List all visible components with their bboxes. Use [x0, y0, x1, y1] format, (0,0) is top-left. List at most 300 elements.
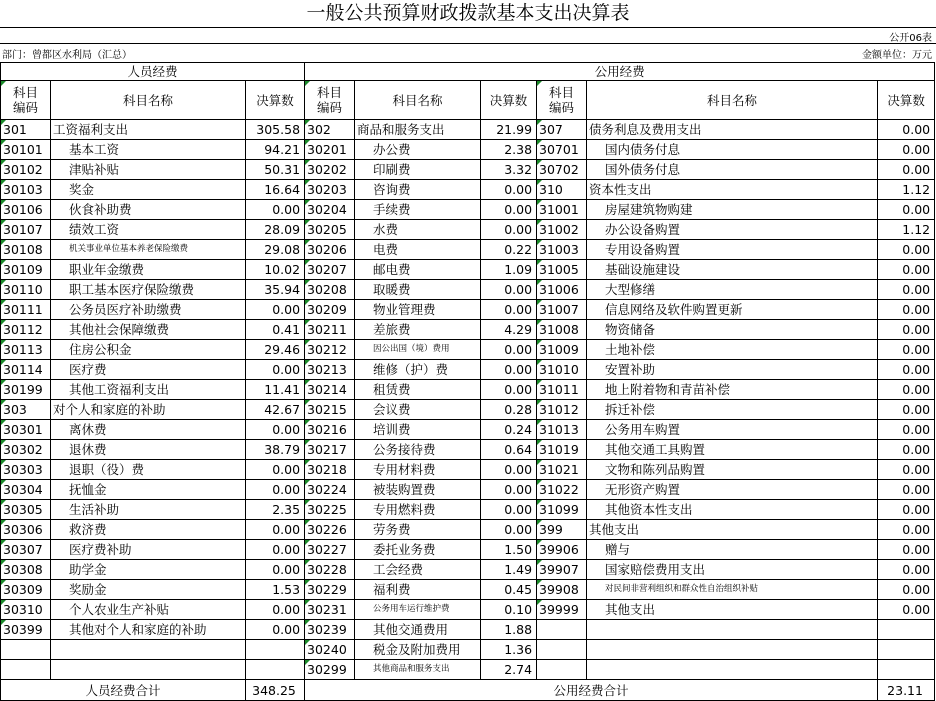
item-amount: 0.00	[246, 460, 305, 480]
item-name	[51, 140, 246, 160]
item-code: 30308	[1, 560, 51, 580]
item-name	[587, 220, 878, 240]
item-name-text: 专用设备购置	[605, 242, 681, 257]
item-amount: 0.00	[481, 340, 537, 360]
item-name	[587, 120, 878, 140]
table-row	[1, 200, 935, 220]
item-code: 30213	[305, 360, 355, 380]
item-amount: 0.00	[246, 560, 305, 580]
item-name	[587, 500, 878, 520]
item-amount: 0.00	[878, 580, 935, 600]
item-name	[587, 280, 878, 300]
item-name-text: 生活补助	[69, 502, 120, 517]
item-code: 31006	[537, 280, 587, 300]
header-name: 科目名称	[587, 81, 878, 120]
item-name	[355, 600, 481, 620]
item-amount: 0.00	[878, 560, 935, 580]
item-code: 39907	[537, 560, 587, 580]
item-name-text: 赠与	[605, 542, 631, 557]
item-name-text: 物资储备	[605, 322, 656, 337]
header-code-text: 科目	[317, 85, 343, 100]
table-row	[1, 660, 935, 680]
item-code	[537, 660, 587, 680]
item-code: 31021	[537, 460, 587, 480]
item-code: 30205	[305, 220, 355, 240]
item-code: 30109	[1, 260, 51, 280]
item-amount: 0.00	[878, 160, 935, 180]
item-amount: 0.00	[481, 180, 537, 200]
item-code: 30114	[1, 360, 51, 380]
item-name-text: 会议费	[373, 402, 411, 417]
item-name	[355, 460, 481, 480]
item-name	[51, 500, 246, 520]
item-name	[355, 340, 481, 360]
item-code: 31009	[537, 340, 587, 360]
table-row	[1, 360, 935, 380]
item-code: 30302	[1, 440, 51, 460]
item-code: 31099	[537, 500, 587, 520]
item-name-text: 安置补助	[605, 362, 656, 377]
item-code: 310	[537, 180, 587, 200]
item-name-text: 个人农业生产补贴	[69, 602, 170, 617]
item-name-text: 其他商品和服务支出	[373, 664, 450, 674]
item-name-text: 土地补偿	[605, 342, 656, 357]
item-code: 30225	[305, 500, 355, 520]
item-amount: 0.00	[246, 600, 305, 620]
item-amount: 94.21	[246, 140, 305, 160]
item-code: 30204	[305, 200, 355, 220]
item-name-text: 国内债务付息	[605, 142, 681, 157]
item-name	[355, 360, 481, 380]
item-code: 31010	[537, 360, 587, 380]
item-name	[355, 240, 481, 260]
item-name	[51, 660, 246, 680]
item-code: 31022	[537, 480, 587, 500]
item-amount: 0.00	[878, 500, 935, 520]
table-row	[1, 140, 935, 160]
item-amount: 1.49	[481, 560, 537, 580]
header-code-text: 编码	[317, 100, 343, 115]
item-code: 30111	[1, 300, 51, 320]
table-row	[1, 560, 935, 580]
item-amount: 0.00	[246, 480, 305, 500]
item-code: 30309	[1, 580, 51, 600]
item-code: 30229	[305, 580, 355, 600]
item-amount: 0.00	[246, 520, 305, 540]
item-amount: 0.00	[878, 140, 935, 160]
header-amount: 决算数	[878, 81, 935, 120]
item-name-text: 印刷费	[373, 162, 411, 177]
item-amount: 0.00	[878, 520, 935, 540]
item-name	[587, 180, 878, 200]
table-row	[1, 620, 935, 640]
item-amount: 1.53	[246, 580, 305, 600]
item-name-text: 商品和服务支出	[357, 122, 445, 137]
item-code: 30203	[305, 180, 355, 200]
item-code: 31019	[537, 440, 587, 460]
item-amount: 16.64	[246, 180, 305, 200]
item-amount	[878, 640, 935, 660]
item-amount: 0.00	[878, 300, 935, 320]
item-amount: 0.00	[878, 460, 935, 480]
item-code: 30226	[305, 520, 355, 540]
group-header-row	[1, 63, 935, 81]
item-name	[355, 640, 481, 660]
item-name-text: 培训费	[373, 422, 411, 437]
item-name-text: 公务用车购置	[605, 422, 681, 437]
item-code: 30112	[1, 320, 51, 340]
item-code: 30702	[537, 160, 587, 180]
item-name-text: 文物和陈列品购置	[605, 462, 706, 477]
item-code: 30215	[305, 400, 355, 420]
item-amount: 0.00	[878, 360, 935, 380]
item-name	[355, 520, 481, 540]
item-amount	[246, 660, 305, 680]
item-name	[51, 580, 246, 600]
item-code: 399	[537, 520, 587, 540]
item-code: 30207	[305, 260, 355, 280]
item-amount: 2.38	[481, 140, 537, 160]
item-name-text: 绩效工资	[69, 222, 120, 237]
item-name-text: 职业年金缴费	[69, 262, 145, 277]
item-name	[355, 180, 481, 200]
item-name-text: 办公费	[373, 142, 411, 157]
item-amount: 0.00	[481, 200, 537, 220]
unit-label: 金额单位：万元	[862, 50, 932, 61]
item-code: 30107	[1, 220, 51, 240]
item-amount: 0.00	[878, 480, 935, 500]
item-code: 31008	[537, 320, 587, 340]
item-code: 30110	[1, 280, 51, 300]
item-amount: 0.00	[878, 440, 935, 460]
item-name	[587, 380, 878, 400]
item-name	[587, 300, 878, 320]
item-name	[51, 420, 246, 440]
item-amount: 0.00	[246, 300, 305, 320]
item-code: 30239	[305, 620, 355, 640]
item-name-text: 委托业务费	[373, 542, 436, 557]
item-name	[51, 160, 246, 180]
item-name-text: 公务员医疗补助缴费	[69, 302, 182, 317]
table-row	[1, 160, 935, 180]
table-row	[1, 220, 935, 240]
item-amount: 29.08	[246, 240, 305, 260]
item-amount: 1.12	[878, 220, 935, 240]
header-code-text: 科目	[12, 85, 38, 100]
department-label: 部门：曾都区水利局（汇总）	[2, 50, 132, 61]
item-code: 30224	[305, 480, 355, 500]
item-amount: 0.24	[481, 420, 537, 440]
item-name-text: 租赁费	[373, 382, 411, 397]
item-amount: 35.94	[246, 280, 305, 300]
item-name-text: 其他社会保障缴费	[69, 322, 170, 337]
item-name	[355, 540, 481, 560]
item-name-text: 助学金	[69, 562, 107, 577]
item-name	[587, 660, 878, 680]
item-code: 30206	[305, 240, 355, 260]
item-name	[51, 280, 246, 300]
item-name	[587, 460, 878, 480]
item-amount: 38.79	[246, 440, 305, 460]
item-code: 30211	[305, 320, 355, 340]
item-code: 30303	[1, 460, 51, 480]
item-amount: 29.46	[246, 340, 305, 360]
item-name	[355, 160, 481, 180]
item-amount: 10.02	[246, 260, 305, 280]
item-code	[537, 640, 587, 660]
item-amount: 0.00	[246, 420, 305, 440]
item-name-text: 邮电费	[373, 262, 411, 277]
item-name	[587, 200, 878, 220]
header-name: 科目名称	[51, 81, 246, 120]
item-amount: 0.00	[481, 300, 537, 320]
item-name-text: 住房公积金	[69, 342, 132, 357]
item-code: 30208	[305, 280, 355, 300]
item-name-text: 被装购置费	[373, 482, 436, 497]
item-amount: 0.00	[878, 420, 935, 440]
table-row	[1, 180, 935, 200]
item-name-text: 其他工资福利支出	[69, 382, 170, 397]
item-name-text: 医疗费	[69, 362, 107, 377]
item-code: 31007	[537, 300, 587, 320]
item-name	[355, 260, 481, 280]
item-code: 31011	[537, 380, 587, 400]
item-code: 307	[537, 120, 587, 140]
item-name	[355, 580, 481, 600]
item-name-text: 奖金	[69, 182, 95, 197]
item-name-text: 其他支出	[589, 522, 640, 537]
item-code: 302	[305, 120, 355, 140]
item-amount: 0.00	[878, 240, 935, 260]
item-name-text: 房屋建筑物购建	[605, 202, 693, 217]
column-header-row	[1, 81, 935, 120]
public-total-value: 23.11	[878, 680, 935, 701]
item-amount: 0.00	[481, 220, 537, 240]
item-amount: 3.32	[481, 160, 537, 180]
item-code: 39906	[537, 540, 587, 560]
item-amount: 0.00	[481, 460, 537, 480]
item-amount: 0.00	[878, 280, 935, 300]
table-row	[1, 260, 935, 280]
header-amount: 决算数	[246, 81, 305, 120]
group-public: 公用经费	[305, 63, 935, 81]
item-name	[355, 280, 481, 300]
item-name	[355, 560, 481, 580]
item-name-text: 其他对个人和家庭的补助	[69, 622, 207, 637]
item-code: 30103	[1, 180, 51, 200]
item-amount: 42.67	[246, 400, 305, 420]
item-name	[587, 480, 878, 500]
table-row	[1, 640, 935, 660]
item-name	[587, 620, 878, 640]
header-code-text: 科目	[549, 85, 575, 100]
form-divider	[0, 43, 936, 44]
item-amount	[878, 620, 935, 640]
item-name	[51, 320, 246, 340]
item-name-text: 办公设备购置	[605, 222, 681, 237]
item-name	[587, 560, 878, 580]
item-code: 39908	[537, 580, 587, 600]
item-amount: 0.00	[246, 360, 305, 380]
item-code: 30216	[305, 420, 355, 440]
item-code	[537, 620, 587, 640]
item-amount: 4.29	[481, 320, 537, 340]
item-amount: 305.58	[246, 120, 305, 140]
item-name	[355, 300, 481, 320]
item-amount: 0.00	[246, 540, 305, 560]
item-code: 30701	[537, 140, 587, 160]
item-name	[355, 220, 481, 240]
item-name	[355, 140, 481, 160]
item-name	[51, 340, 246, 360]
item-name-text: 公务用车运行维护费	[373, 604, 450, 614]
item-name	[51, 380, 246, 400]
item-amount: 0.00	[878, 340, 935, 360]
item-code: 30212	[305, 340, 355, 360]
item-name-text: 机关事业单位基本养老保险缴费	[69, 244, 189, 254]
header-amount: 决算数	[481, 81, 537, 120]
table-row	[1, 340, 935, 360]
item-name-text: 工会经费	[373, 562, 424, 577]
item-name-text: 国家赔偿费用支出	[605, 562, 706, 577]
item-code: 30113	[1, 340, 51, 360]
item-amount: 0.00	[481, 500, 537, 520]
header-name: 科目名称	[355, 81, 481, 120]
item-amount: 0.00	[878, 400, 935, 420]
item-code: 31012	[537, 400, 587, 420]
item-name-text: 电费	[373, 242, 399, 257]
table-row	[1, 420, 935, 440]
item-name	[587, 600, 878, 620]
item-name	[51, 360, 246, 380]
item-name	[355, 500, 481, 520]
totals-row	[1, 680, 935, 701]
item-name	[51, 180, 246, 200]
item-amount: 1.50	[481, 540, 537, 560]
item-amount: 1.36	[481, 640, 537, 660]
item-amount: 0.00	[481, 480, 537, 500]
item-name	[587, 420, 878, 440]
item-name	[51, 240, 246, 260]
item-name	[51, 480, 246, 500]
item-amount: 0.00	[481, 520, 537, 540]
item-name-text: 公务接待费	[373, 442, 436, 457]
item-code: 30106	[1, 200, 51, 220]
table-row	[1, 240, 935, 260]
item-name-text: 离休费	[69, 422, 107, 437]
item-name-text: 因公出国（境）费用	[373, 344, 450, 354]
table-row	[1, 320, 935, 340]
item-name-text: 救济费	[69, 522, 107, 537]
item-name	[355, 660, 481, 680]
form-number: 公开06表	[889, 33, 932, 44]
item-code: 30299	[305, 660, 355, 680]
item-amount: 11.41	[246, 380, 305, 400]
item-name-text: 对个人和家庭的补助	[53, 402, 166, 417]
item-name-text: 资本性支出	[589, 182, 652, 197]
item-name	[355, 480, 481, 500]
item-code: 31002	[537, 220, 587, 240]
item-name	[587, 240, 878, 260]
item-name	[51, 600, 246, 620]
item-code: 39999	[537, 600, 587, 620]
item-name-text: 基本工资	[69, 142, 120, 157]
item-code: 30199	[1, 380, 51, 400]
item-code: 31001	[537, 200, 587, 220]
item-code: 30310	[1, 600, 51, 620]
item-name	[587, 520, 878, 540]
table-row	[1, 300, 935, 320]
header-code	[305, 81, 355, 120]
item-code	[1, 640, 51, 660]
item-code: 31005	[537, 260, 587, 280]
item-name	[587, 540, 878, 560]
item-code: 30209	[305, 300, 355, 320]
item-name-text: 其他交通工具购置	[605, 442, 706, 457]
item-amount: 0.00	[878, 260, 935, 280]
item-name	[51, 640, 246, 660]
item-name-text: 抚恤金	[69, 482, 107, 497]
item-name-text: 福利费	[373, 582, 411, 597]
item-amount: 28.09	[246, 220, 305, 240]
item-name-text: 其他交通费用	[373, 622, 449, 637]
item-code: 30217	[305, 440, 355, 460]
item-name-text: 对民间非营利组织和群众性自治组织补贴	[605, 584, 759, 594]
item-name-text: 职工基本医疗保险缴费	[69, 282, 195, 297]
item-name	[355, 120, 481, 140]
item-amount: 0.00	[246, 200, 305, 220]
item-name	[587, 260, 878, 280]
item-code: 30227	[305, 540, 355, 560]
item-name	[587, 440, 878, 460]
item-name	[51, 520, 246, 540]
group-personnel: 人员经费	[1, 63, 305, 81]
item-code: 30102	[1, 160, 51, 180]
item-code: 30240	[305, 640, 355, 660]
item-name-text: 伙食补助费	[69, 202, 132, 217]
item-name-text: 差旅费	[373, 322, 411, 337]
item-code: 30231	[305, 600, 355, 620]
item-name	[51, 460, 246, 480]
table-row	[1, 480, 935, 500]
item-name-text: 维修（护）费	[373, 362, 449, 377]
table-row	[1, 500, 935, 520]
item-name	[355, 440, 481, 460]
item-name	[51, 440, 246, 460]
item-code: 30228	[305, 560, 355, 580]
header-code-text: 编码	[12, 100, 38, 115]
item-amount: 0.00	[481, 360, 537, 380]
item-name	[587, 320, 878, 340]
item-name-text: 地上附着物和青苗补偿	[605, 382, 731, 397]
item-amount: 0.00	[246, 620, 305, 640]
item-name-text: 取暖费	[373, 282, 411, 297]
item-name-text: 无形资产购置	[605, 482, 681, 497]
item-name	[587, 640, 878, 660]
item-amount: 21.99	[481, 120, 537, 140]
public-total-label: 公用经费合计	[305, 680, 878, 701]
title-divider	[0, 27, 936, 28]
item-name-text: 信息网络及软件购置更新	[605, 302, 743, 317]
item-amount: 0.00	[878, 200, 935, 220]
item-name	[51, 620, 246, 640]
item-code: 30301	[1, 420, 51, 440]
header-code	[537, 81, 587, 120]
item-amount: 0.64	[481, 440, 537, 460]
item-code: 30202	[305, 160, 355, 180]
item-name-text: 国外债务付息	[605, 162, 681, 177]
table-row	[1, 520, 935, 540]
